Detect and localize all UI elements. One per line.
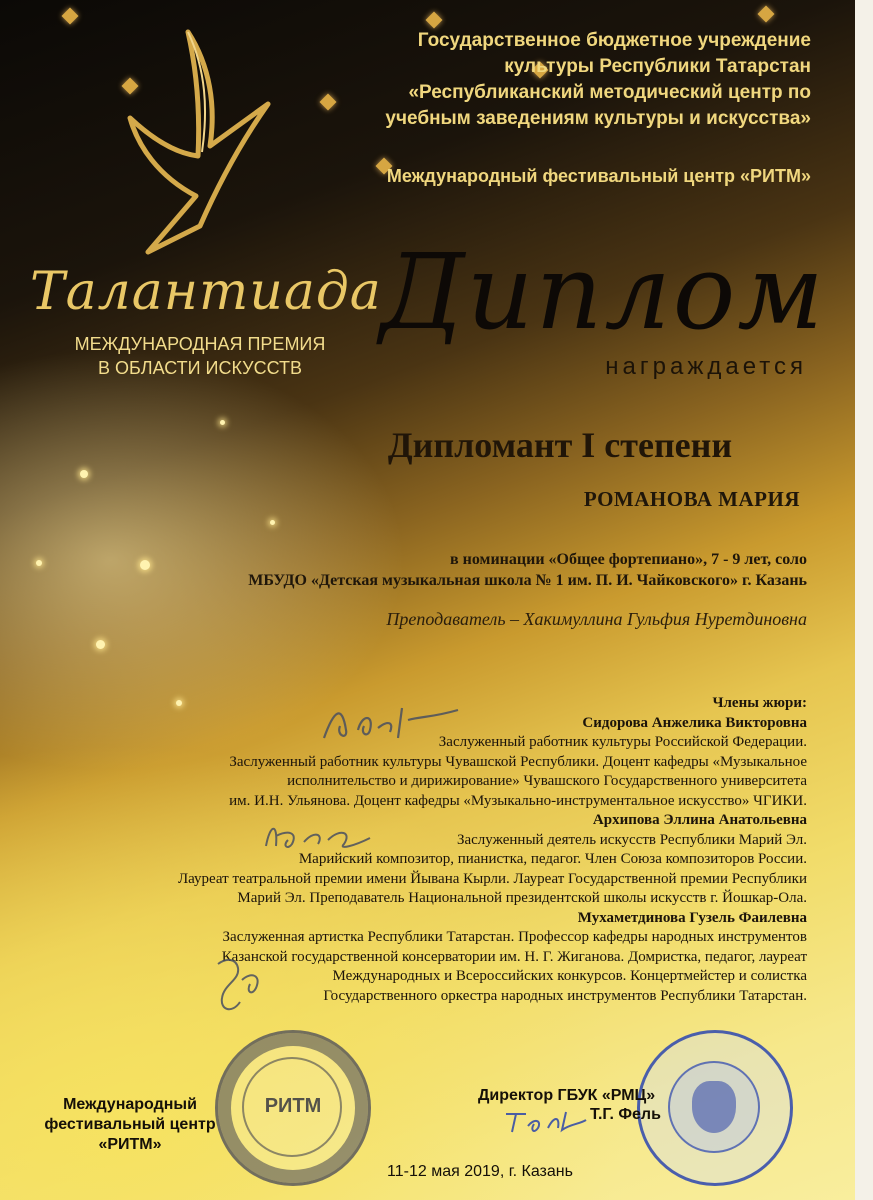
jury-member-name: Архипова Эллина Анатольевна [592, 812, 807, 828]
logo-wordmark: Талантиада [30, 262, 382, 322]
sparkle-dot [36, 560, 42, 566]
director-title: Директор ГБУК «РМЦ» [478, 1087, 656, 1104]
logo-subtitle [60, 332, 340, 380]
jury-member-line: Марийский композитор, пианистка, педагог. Член Союза композиторов России. [298, 851, 807, 867]
footer-festival-center [30, 1095, 230, 1155]
teacher-line: Преподаватель – Хакимуллина Гульфия Нуретдиновна [386, 609, 807, 629]
nomination-line: в номинации «Общее фортепиано», 7 - 9 лет, соло [449, 551, 807, 568]
jury-heading: Члены жюри: [712, 695, 807, 711]
star-logo-icon [118, 26, 288, 256]
sparkle-diamond [758, 6, 775, 23]
jury-member-line: Марий Эл. Преподаватель Национальной президентской школы искусств г. Йошкар-Ола. [237, 890, 807, 906]
sparkle-diamond [62, 8, 79, 25]
jury-member-line: Заслуженная артистка Республики Татарстан. Профессор кафедры народных инструментов [222, 929, 807, 945]
footer-festival-line: фестивальный центр [44, 1116, 216, 1133]
sparkle-dot [220, 420, 225, 425]
jury-member-line: Заслуженный работник культуры Российской Федерации. [438, 734, 807, 750]
sparkle-dot [96, 640, 105, 649]
signature-jury-3 [206, 950, 276, 1020]
logo-subtitle-line: В ОБЛАСТИ ИСКУССТВ [97, 358, 303, 378]
org-line: «Республиканский методический центр по [408, 82, 811, 103]
scan-edge [855, 0, 873, 1200]
jury-member-line: Государственного оркестра народных инструментов Республики Татарстан. [323, 987, 807, 1004]
signature-jury-2 [258, 816, 378, 856]
sparkle-dot [80, 470, 88, 478]
jury-member-line: Заслуженный деятель искусств Республики Марий Эл. [456, 831, 807, 848]
festival-center-header: Международный фестивальный центр «РИТМ» [386, 166, 811, 186]
signature-jury-1 [318, 700, 468, 746]
sparkle-dot [270, 520, 275, 525]
director-name: Т.Г. Фель [590, 1106, 661, 1123]
jury-member-name: Сидорова Анжелика Викторовна [582, 714, 807, 731]
event-date: 11-12 мая 2019, г. Казань [387, 1163, 573, 1180]
signature-director [500, 1106, 590, 1136]
jury-member-name: Мухаметдинова Гузель Фаилевна [577, 909, 807, 926]
org-line: учебным заведениям культуры и искусства» [385, 108, 811, 129]
footer-festival-line: «РИТМ» [98, 1136, 162, 1153]
jury-member-line: им. И.Н. Ульянова. Доцент кафедры «Музыкально-инструментальное искусство» ЧГИКИ. [229, 792, 807, 809]
org-line: культуры Республики Татарстан [504, 56, 811, 77]
award-degree: Дипломант I степени [387, 425, 733, 465]
organization-header [291, 28, 811, 132]
recipient-name: РОМАНОВА МАРИЯ [583, 487, 800, 511]
logo-subtitle-line: МЕЖДУНАРОДНАЯ ПРЕМИЯ [74, 334, 326, 354]
coat-of-arms-icon [692, 1081, 736, 1133]
org-line: Государственное бюджетное учреждение [417, 30, 811, 51]
school-line: МБУДО «Детская музыкальная школа № 1 им. П. И. Чайковского» г. Казань [248, 572, 807, 589]
footer-festival-line: Международный [63, 1096, 197, 1113]
jury-member-line: исполнительство и дирижирование» Чувашского Государственного университета [287, 773, 807, 789]
jury-member-line: Международных и Всероссийских конкурсов. Концертмейстер и солистка [332, 968, 807, 984]
sparkle-dot [140, 560, 150, 570]
jury-member-line: Казанской государственной консерватории им. Н. Г. Жиганова. Домристка, педагог, лауреат [221, 948, 807, 965]
sparkle-diamond [426, 12, 443, 29]
diploma-title: Диплом [380, 231, 826, 353]
jury-member-line: Заслуженный работник культуры Чувашской Республики. Доцент кафедры «Музыкальное [229, 753, 807, 770]
awarded-label: награждается [605, 353, 807, 380]
seal-text: РИТМ [264, 1095, 322, 1117]
jury-member-line: Лауреат театральной премии имени Йывана Кырли. Лауреат Государственной премии Республики [177, 870, 807, 887]
